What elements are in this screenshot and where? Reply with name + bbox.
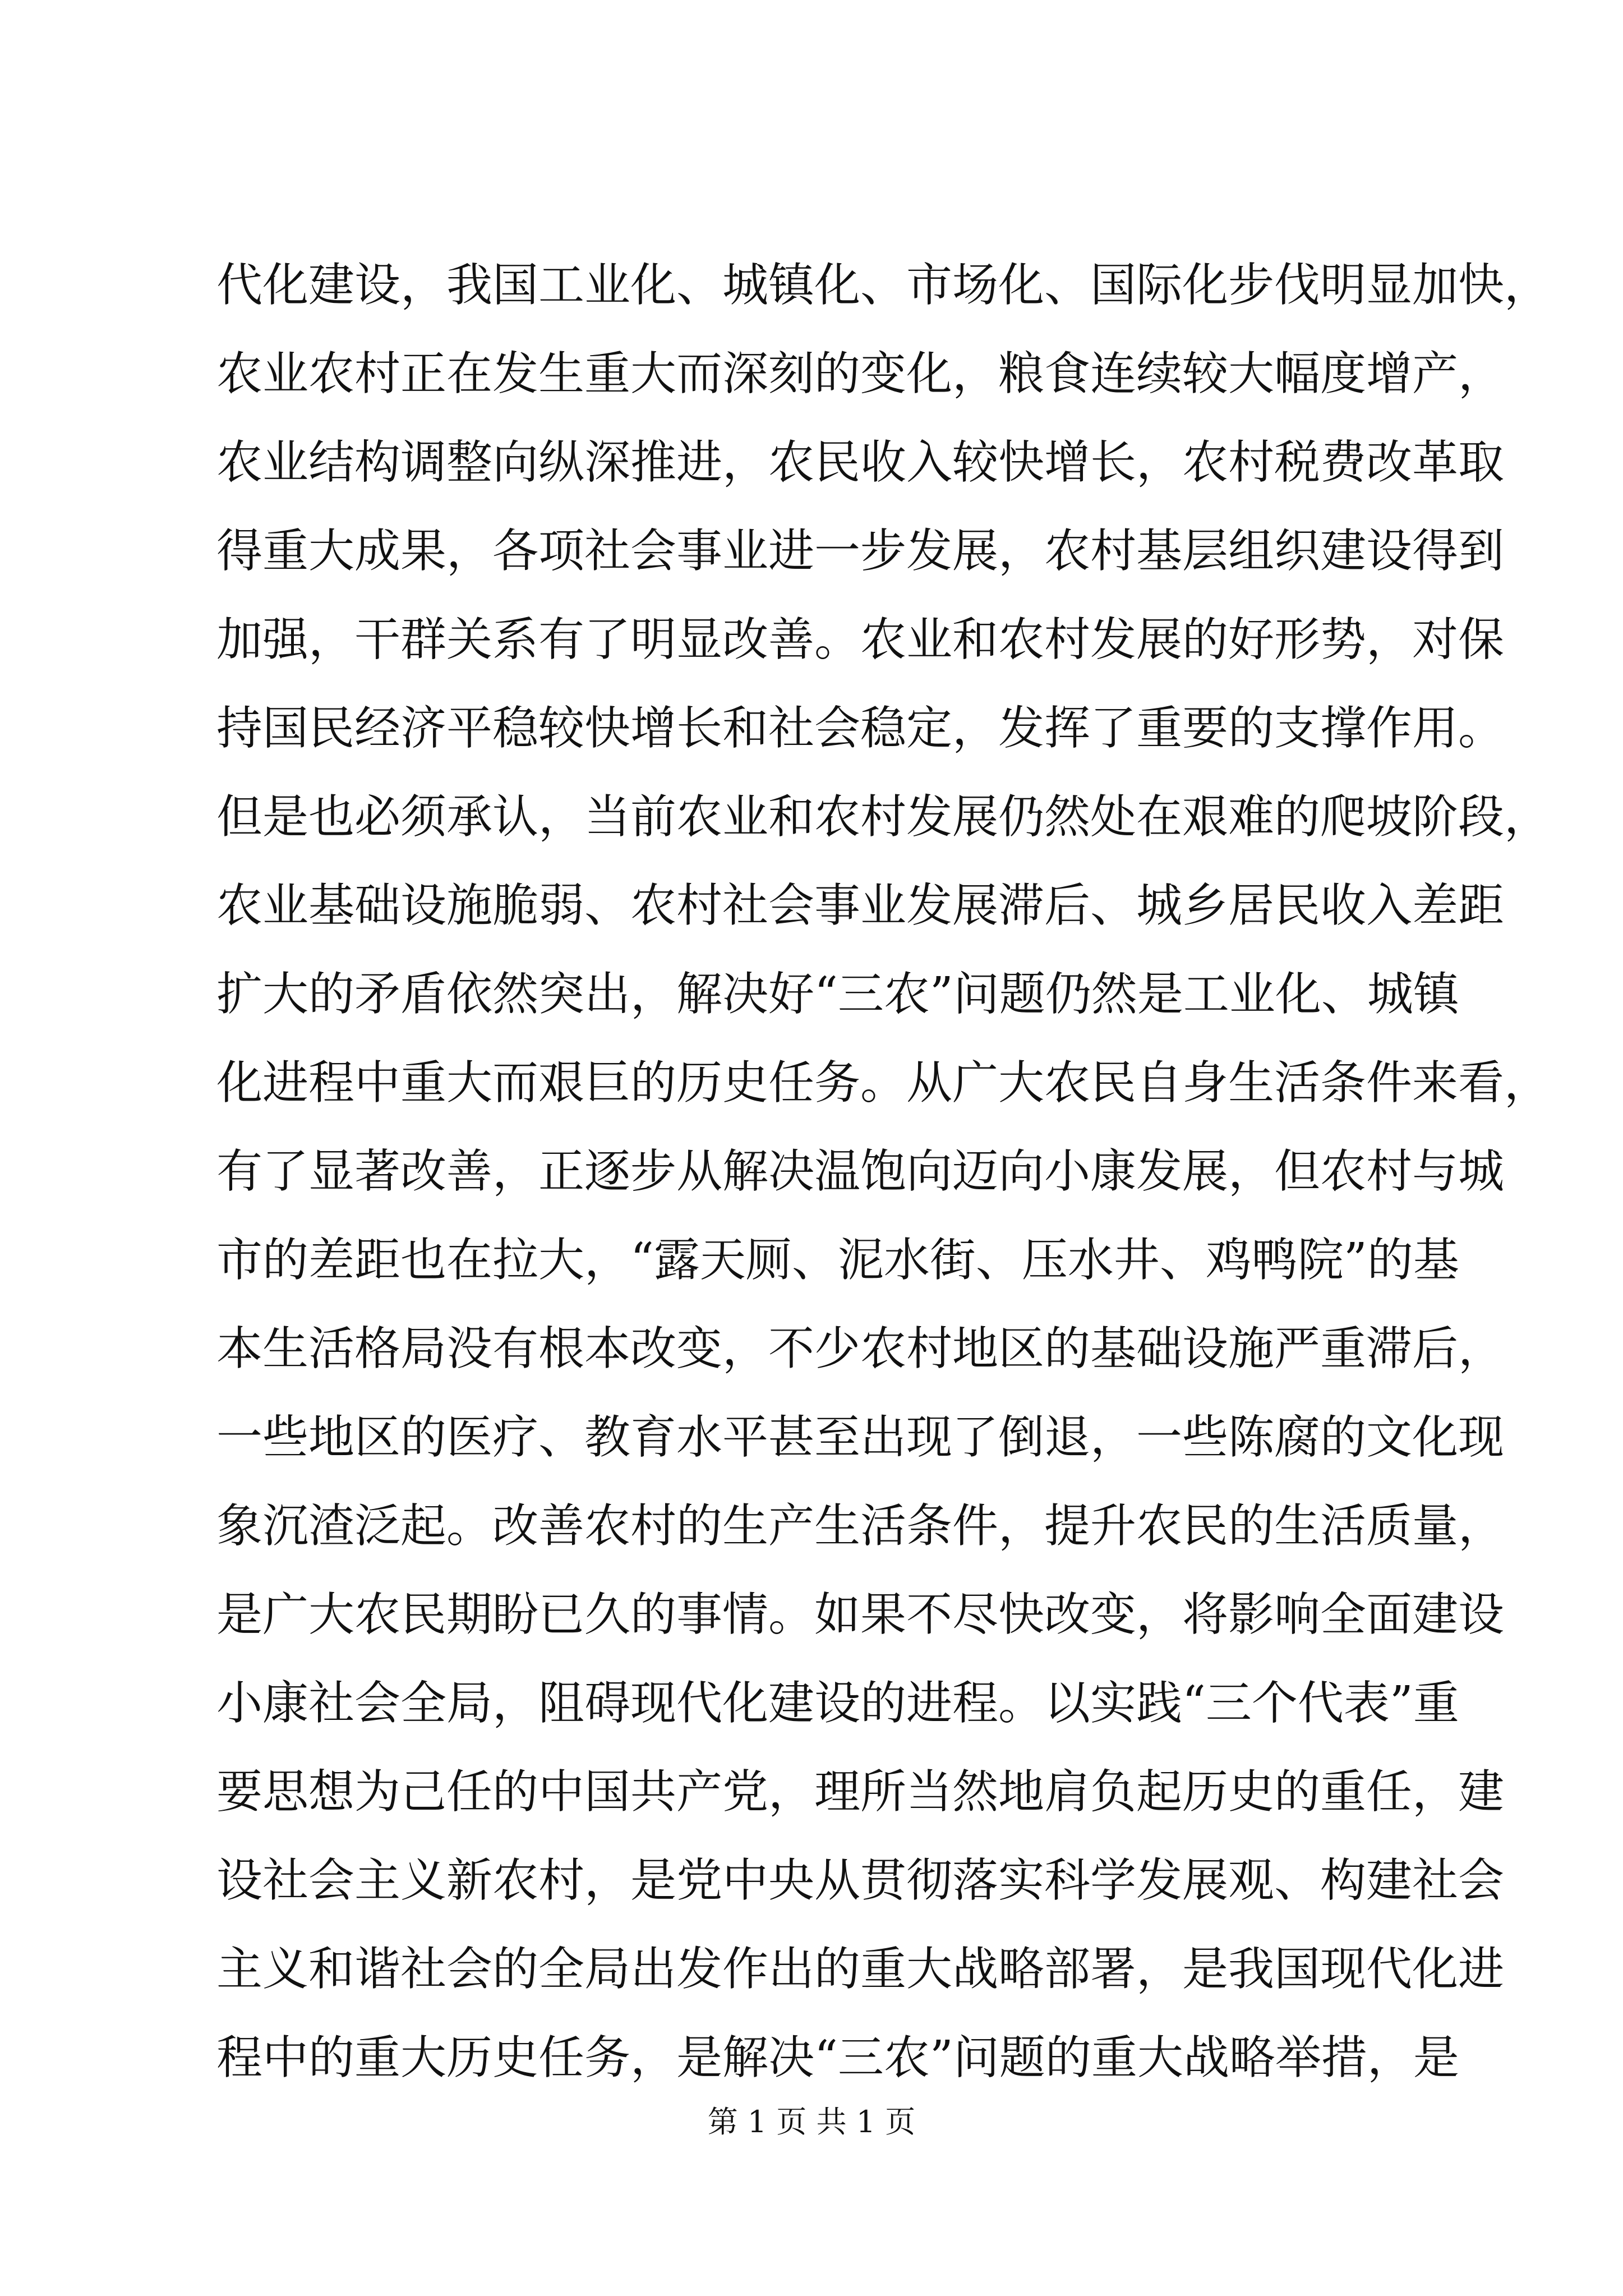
- text-line: 化进程中重大而艰巨的历史任务。从广大农民自身生活条件来看，: [216, 1056, 1551, 1110]
- text-line: 设社会主义新农村，是党中央从贯彻落实科学发展观、构建社会: [216, 1854, 1505, 1907]
- text-line: 代化建设，我国工业化、城镇化、市场化、国际化步伐明显加快，: [216, 259, 1551, 312]
- text-line: 农业结构调整向纵深推进，农民收入较快增长，农村税费改革取: [216, 436, 1505, 489]
- text-line: 主义和谐社会的全局出发作出的重大战略部署，是我国现代化进: [216, 1943, 1505, 1996]
- page-footer: 第 1 页 共 1 页: [707, 2104, 916, 2139]
- text-line: 加强，干群关系有了明显改善。农业和农村发展的好形势，对保: [216, 613, 1505, 666]
- text-line: 市的差距也在拉大，“露天厕、泥水街、压水井、鸡鸭院”的基: [216, 1234, 1459, 1287]
- text-line: 得重大成果，各项社会事业进一步发展，农村基层组织建设得到: [216, 524, 1505, 578]
- text-line: 农业农村正在发生重大而深刻的变化，粮食连续较大幅度增产，: [216, 347, 1505, 401]
- body-text: [216, 241, 1551, 2102]
- text-line: 要思想为己任的中国共产党，理所当然地肩负起历史的重任，建: [216, 1765, 1505, 1819]
- text-line: 象沉渣泛起。改善农村的生产生活条件，提升农民的生活质量，: [216, 1499, 1505, 1553]
- text-line: 是广大农民期盼已久的事情。如果不尽快改变，将影响全面建设: [216, 1588, 1505, 1641]
- text-line: 一些地区的医疗、教育水平甚至出现了倒退，一些陈腐的文化现: [216, 1411, 1505, 1464]
- text-line: 扩大的矛盾依然突出，解决好“三农”问题仍然是工业化、城镇: [216, 968, 1459, 1021]
- text-line: 程中的重大历史任务，是解决“三农”问题的重大战略举措，是: [216, 2031, 1459, 2085]
- text-line: 本生活格局没有根本改变，不少农村地区的基础设施严重滞后，: [216, 1322, 1505, 1375]
- text-line: 有了显著改善，正逐步从解决温饱向迈向小康发展，但农村与城: [216, 1145, 1505, 1198]
- text-line: 但是也必须承认，当前农业和农村发展仍然处在艰难的爬坡阶段，: [216, 790, 1551, 844]
- text-line: 小康社会全局，阻碍现代化建设的进程。以实践“三个代表”重: [216, 1677, 1459, 1730]
- text-line: 农业基础设施脆弱、农村社会事业发展滞后、城乡居民收入差距: [216, 879, 1505, 932]
- text-line: 持国民经济平稳较快增长和社会稳定，发挥了重要的支撑作用。: [216, 702, 1505, 755]
